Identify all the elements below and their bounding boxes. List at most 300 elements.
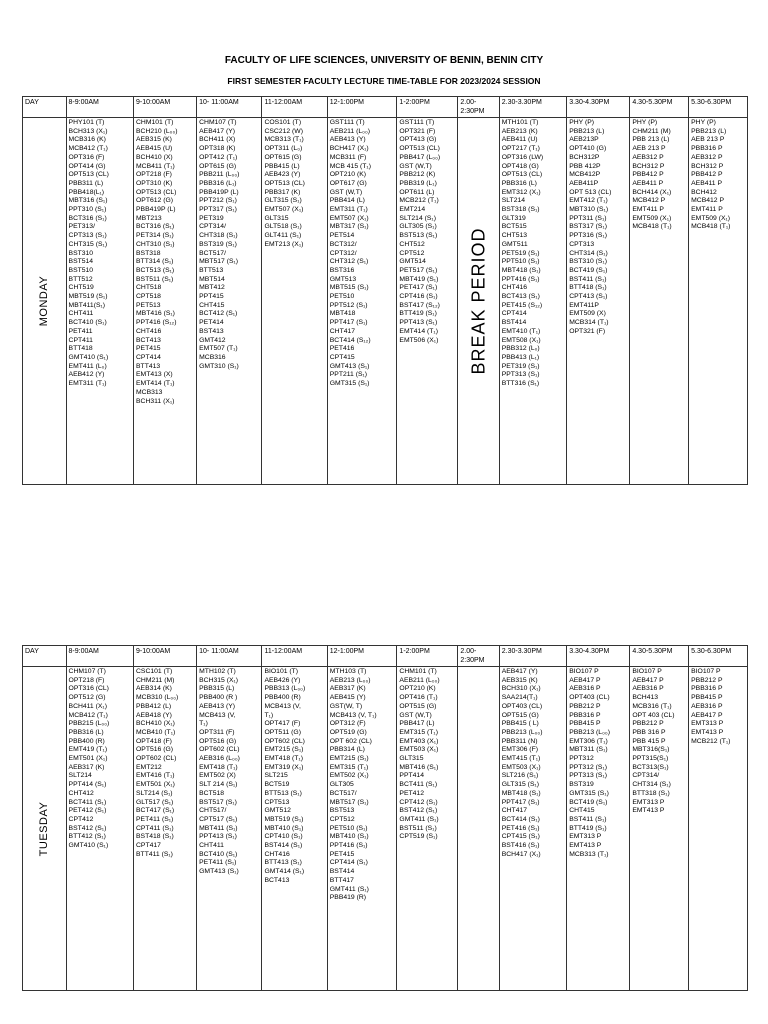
course-entry: CHT312 (S₁) (329, 258, 369, 266)
course-entry: EMT501 (X₁) (68, 755, 108, 763)
course-entry: CPT410 (S₁) (264, 833, 303, 841)
course-entry: AEB317 (K) (68, 763, 105, 771)
course-entry: EMT503 (X₁) (501, 763, 541, 771)
course-entry: OPT516 (G) (136, 746, 174, 754)
course-entry: CHT314 (S₁) (632, 781, 671, 789)
course-list (500, 667, 566, 860)
course-entry: PBB213 (L₀₀) (569, 728, 610, 736)
course-entry: EMT215 (S₁) (329, 755, 369, 763)
course-entry: BCT518 (199, 789, 225, 797)
course-list (567, 118, 629, 338)
course-entry: EMT313 P (632, 798, 665, 806)
course-entry: PBB211 (L₀₀) (199, 171, 240, 179)
course-entry: AEB316 P (691, 702, 723, 710)
course-entry: MCB412 (T₁) (68, 711, 108, 719)
course-entry: BCT312/ (329, 240, 357, 248)
course-entry: PPT312 (S₁) (569, 763, 608, 771)
course-entry: AEB426 (Y) (264, 676, 301, 684)
course-entry: BST319 (S₁) (199, 240, 237, 248)
course-entry: AEB315 (K) (501, 676, 538, 684)
course-entry: BCH414 (X₁) (632, 188, 672, 196)
course-entry: MCB313 (T₁) (569, 850, 609, 858)
course-entry: BST511 (S₁) (136, 275, 174, 283)
course-entry: AEB316 P (569, 685, 601, 693)
course-entry: OPT513 (CL) (68, 171, 109, 179)
course-entry: GST111 (T) (399, 119, 435, 126)
course-entry: AEB211 (L₀₀) (329, 127, 371, 135)
course-entry: AEB415 (Y) (329, 694, 366, 702)
course-entry: BST514 (68, 258, 94, 266)
course-entry: PET314 (S₁) (136, 232, 174, 240)
course-entry: MCB313 (136, 388, 163, 396)
course-entry: AEB 213 P (632, 145, 666, 153)
column-header: 12-1:00PM (327, 97, 397, 118)
course-entry: BST513 (329, 807, 355, 815)
course-entry: MCB 415 (T₁) (329, 162, 371, 170)
course-entry: CPT417 (136, 842, 161, 850)
course-entry: BST318 (136, 249, 161, 257)
slot-cell (262, 667, 327, 991)
course-entry: OPT412 (T₁) (199, 153, 238, 161)
break-period-cell (458, 667, 499, 991)
course-entry: MBT310 (S₁) (569, 206, 609, 214)
course-entry: BCT517/ (329, 789, 357, 797)
course-entry: EMT414 (T₁) (399, 327, 438, 335)
course-entry: PBB316 P (691, 145, 723, 153)
course-entry: MBT411 (S₁) (199, 824, 238, 832)
course-entry: CPT517 (S₁) (199, 815, 238, 823)
course-entry: BST417 (S₁₂) (399, 301, 440, 309)
course-entry: BTT412 (S₁) (68, 833, 106, 841)
course-entry: PET319 (S₁) (501, 362, 540, 370)
course-entry: PBB213 (L) (691, 127, 727, 135)
course-entry: BTT413 (S₁) (264, 859, 302, 867)
column-header: 1-2:00PM (397, 97, 458, 118)
course-entry: MCB413 (V, T₁) (329, 711, 377, 719)
course-entry: EMT213 (X₁) (264, 240, 304, 248)
course-entry: PET510 (S₁) (329, 824, 368, 832)
course-entry: CHT519 (68, 284, 94, 292)
course-entry: BIO107 P (632, 668, 662, 675)
course-entry: OPT321 (F) (399, 127, 436, 135)
course-entry: MCB311 (F) (329, 153, 367, 161)
course-entry: OPT316 (LW) (501, 153, 544, 161)
course-entry: BCT411 (S₁) (68, 798, 107, 806)
course-entry: AEB417 (Y) (199, 127, 236, 135)
course-list (630, 667, 688, 817)
course-entry: OPT515 (G) (501, 711, 539, 719)
course-entry: OPT602 (CL) (199, 746, 240, 754)
course-entry: CPT519 (S₁) (399, 833, 438, 841)
course-entry: PBB419P (L) (136, 206, 176, 214)
course-entry: BTT513 (S₁) (264, 789, 302, 797)
course-entry: BIO101 (T) (264, 668, 299, 675)
course-entry: AEB417 P (632, 676, 664, 684)
course-entry: BST316 (329, 266, 355, 274)
course-entry: PBB213 (L) (569, 127, 605, 135)
course-entry: PET412 (S₁) (68, 807, 107, 815)
course-list (500, 118, 566, 390)
course-entry: GLT517 (S₁) (136, 798, 174, 806)
course-entry: SLT214 (S₁) (136, 789, 173, 797)
course-entry: PBB 412P (569, 162, 601, 170)
course-entry: OPT410 (G) (569, 145, 607, 153)
course-entry: AEB213 (L₀₀) (329, 676, 371, 684)
course-entry: PPT311 (S₁) (569, 214, 607, 222)
course-entry: AEB211 (L₀₀) (399, 676, 440, 684)
course-entry: BCT419 (S₁) (569, 266, 608, 274)
column-header: 2.00- 2:30PM (458, 646, 499, 667)
course-entry: MCB418 (T₁) (632, 223, 672, 231)
course-entry: GMT513 (329, 275, 357, 283)
course-entry: EMT418 (T₁) (199, 763, 238, 771)
course-entry: MCB411 (T₁) (136, 162, 175, 170)
course-entry: MCB413 (V, (264, 702, 301, 710)
course-entry: PPT414 (S₁) (68, 781, 107, 789)
course-entry: BTT417 (329, 876, 354, 884)
course-entry: OPT611 (L) (399, 188, 435, 196)
course-entry: PBB212 P (569, 702, 601, 710)
course-list (134, 118, 196, 407)
course-entry: MCB412 (T₁) (68, 145, 108, 153)
tuesday-row (23, 667, 748, 991)
course-entry: AEB412 (Y) (68, 371, 105, 379)
course-entry: BTT318 (S₁) (632, 789, 670, 797)
course-entry: AEB213P (569, 136, 599, 144)
column-header: 12-1:00PM (327, 646, 397, 667)
course-entry: MBT419 (S₁) (399, 275, 439, 283)
course-entry: CPT518 (136, 293, 161, 301)
course-entry: PBB316 P (691, 685, 723, 693)
course-entry: PHY (P) (632, 119, 658, 126)
course-entry: BCT410 (S₁) (199, 850, 238, 858)
course-entry: PPT413 (S₁) (199, 833, 237, 841)
course-entry: MBT418 (329, 310, 356, 318)
course-entry: CHT512 (399, 240, 425, 248)
course-entry: GMT411 (S₁) (329, 885, 369, 893)
course-entry: MBT410 (S₁) (264, 824, 304, 832)
course-entry: PBB317 (K) (264, 188, 301, 196)
course-entry: OPT321 (F) (569, 327, 606, 335)
course-entry: EMT315 (T₁) (399, 728, 438, 736)
course-entry: OPT312 (F) (329, 720, 366, 728)
column-header: 9-10:00AM (134, 97, 197, 118)
course-list (262, 667, 326, 887)
column-header: 2.00- 2:30PM (458, 97, 499, 118)
course-entry: PET415 (136, 345, 161, 353)
course-entry: AEB417 (Y) (501, 668, 538, 675)
course-entry: CHM107 (T) (199, 119, 237, 126)
course-entry: GLT518 (S₁) (264, 223, 302, 231)
course-entry: PBB 415 P (632, 737, 666, 745)
course-entry: BCT414 (S₁₂) (329, 336, 371, 344)
column-header: 10- 11:00AM (197, 97, 262, 118)
course-entry: MCB418 (T₁) (691, 223, 731, 231)
course-entry: BST310 (S₁) (569, 258, 608, 266)
course-entry: PBB414 (L) (329, 197, 365, 205)
course-entry: CPT412 (S₁) (399, 798, 438, 806)
course-list (397, 118, 457, 346)
course-entry: CPT414 (501, 310, 527, 318)
course-entry: OPT617 (G) (329, 179, 367, 187)
course-entry: BTT413 (136, 362, 161, 370)
course-entry: OPT511 (G) (264, 728, 301, 736)
course-entry: EMT214 (399, 206, 426, 214)
course-entry: GMT410 (S₁) (68, 353, 109, 361)
course-entry: EMT315 (T₁) (329, 763, 369, 771)
course-entry: BCH411 (X₁) (68, 702, 107, 710)
course-entry: GMT413 (S₁) (199, 868, 239, 876)
course-entry: CPT512 (329, 815, 355, 823)
course-entry: OPT414 (G) (68, 162, 106, 170)
course-entry: PPT414 (399, 772, 424, 780)
course-entry: BST413 (199, 327, 224, 335)
course-entry: PBB419P (L) (199, 188, 239, 196)
course-entry: CPT413 (S₁) (569, 293, 608, 301)
day-label: MONDAY (38, 275, 51, 327)
course-entry: BCH412 (691, 188, 717, 196)
course-entry: CHM107 (T) (68, 668, 106, 675)
course-entry: MBT213 (136, 214, 162, 222)
course-entry: T₁) (264, 711, 274, 719)
course-entry: BST414 (501, 319, 527, 327)
course-entry: PET411 (68, 327, 93, 335)
course-entry: PBB311 (N) (501, 737, 538, 745)
course-entry: OPT615 (G) (264, 153, 302, 161)
course-entry: PBB311 (L) (68, 179, 104, 187)
column-header: 4.30-5.30PM (630, 97, 689, 118)
course-entry: OPT316 (CL) (68, 685, 109, 693)
course-entry: GMT514 (399, 258, 426, 266)
course-entry: GMT410 (S₁) (68, 842, 109, 850)
course-entry: MBT517 (S₁) (329, 798, 369, 806)
course-entry: MCB212 (T₁) (691, 737, 731, 745)
course-entry: MCB316 (199, 353, 226, 361)
course-entry: GST (W,T) (399, 162, 432, 170)
course-entry: PBB213 (L₀₀) (501, 728, 543, 736)
course-entry: GLT315 (S₁) (264, 197, 302, 205)
course-entry: PET319 (199, 214, 224, 222)
course-entry: OPT516 (G) (199, 737, 237, 745)
course-entry: OPT318 (K) (199, 145, 236, 153)
course-entry: BCT316 (S₁) (68, 214, 107, 222)
course-list (567, 667, 629, 860)
course-entry: OPT218 (F) (136, 171, 172, 179)
course-entry: MBT412 (199, 284, 225, 292)
course-entry: MCB316 (K) (68, 136, 106, 144)
course-entry: AEB413 (Y) (199, 702, 236, 710)
course-entry: GMT412 (199, 336, 226, 344)
course-entry: PBB 213 (L) (632, 136, 670, 144)
slot-cell (134, 667, 197, 991)
course-entry: MBT517 (S₁) (199, 258, 239, 266)
course-entry: GLT305 (329, 781, 354, 789)
course-entry: GLT315 (S₁) (501, 781, 540, 789)
course-entry: PBB419 (R) (329, 894, 367, 902)
course-entry: BST310 (68, 249, 94, 257)
course-entry: EMT508 (X₁) (501, 336, 541, 344)
course-entry: CPT314/ (199, 223, 226, 231)
course-entry: BCT513 (S₁) (136, 266, 175, 274)
column-header: 3.30-4.30PM (567, 646, 630, 667)
course-entry: CHT411 (68, 310, 94, 318)
course-entry: AEB317 (K) (329, 685, 366, 693)
course-entry: EMT215 (S₁) (264, 746, 304, 754)
course-entry: PBB418(L₁) (68, 188, 105, 196)
course-entry: AEB411P (569, 179, 599, 187)
course-entry: PBB413 (L₁) (501, 353, 540, 361)
course-entry: PPT417 (S₁) (329, 319, 368, 327)
course-entry: BCH417 (X₁) (501, 850, 541, 858)
course-entry: BCT519 (264, 781, 290, 789)
course-entry: CPT512 (399, 249, 425, 257)
column-header: 1-2:00PM (397, 646, 458, 667)
course-entry: EMT419 (T₁) (68, 746, 108, 754)
course-entry: BCT515 (501, 223, 527, 231)
tuesday-timetable (22, 645, 748, 991)
slot-cell (567, 118, 630, 485)
course-entry: CHT518 (136, 284, 162, 292)
course-entry: SLT 214 (S₁) (199, 781, 238, 789)
course-entry: BTT314 (S₁) (136, 258, 174, 266)
course-entry: CHT411 (199, 842, 224, 850)
course-entry: OPT513 (CL) (501, 171, 543, 179)
course-entry: BCT412 (S₁) (199, 310, 238, 318)
course-entry: MBT316(S₁) (632, 746, 670, 754)
column-header: 11-12:00AM (262, 97, 327, 118)
slot-cell (397, 118, 458, 485)
course-entry: CSC212 (W) (264, 127, 303, 135)
course-entry: BIO107 P (691, 668, 721, 675)
course-list (328, 667, 397, 904)
course-entry: MCB412 P (691, 197, 724, 205)
course-entry: OPT416 (T₁) (399, 694, 438, 702)
course-entry: MBT519 (S₁) (68, 293, 108, 301)
course-entry: BTT419 (S₁) (569, 824, 607, 832)
course-entry: EMT507 (X₁) (329, 214, 369, 222)
course-entry: PET416 (329, 345, 355, 353)
column-header: DAY (23, 97, 67, 118)
course-list (134, 667, 196, 860)
course-entry: OPT 602 (CL) (329, 737, 372, 745)
course-entry: BCT313(S₁) (632, 763, 669, 771)
column-header: 8-9:00AM (66, 97, 133, 118)
course-entry: EMT312 (X₁) (501, 188, 541, 196)
course-entry: SLT214 (68, 772, 92, 780)
course-entry: PET513 (136, 301, 161, 309)
course-entry: GMT315 (S₁) (569, 789, 609, 797)
day-label-cell (23, 667, 67, 991)
course-entry: PPT416 (S₁₂) (136, 319, 177, 327)
course-entry: PBB319 (L₁) (399, 179, 437, 187)
day-label: TUESDAY (38, 801, 51, 856)
course-entry: EMT413 P (632, 807, 665, 815)
course-entry: BCT414 (S₁) (501, 815, 540, 823)
course-entry: CHT415 (199, 301, 225, 309)
course-entry: PET414 (199, 319, 224, 327)
column-header: 2.30-3.30PM (499, 646, 566, 667)
course-entry: BST412 (S₁) (68, 824, 107, 832)
course-entry: BCH311 (X₁) (136, 397, 175, 405)
course-entry: EMT313 P (569, 833, 602, 841)
course-entry: BST412 (S₁) (399, 807, 438, 815)
course-entry: MTH102 (T) (199, 668, 236, 675)
course-entry: EMT413 P (569, 842, 602, 850)
course-entry: SLT216 (S₁) (501, 772, 539, 780)
course-entry: PPT313 (S₁) (569, 772, 608, 780)
course-entry: MCB410 (T₁) (136, 728, 176, 736)
course-entry: CHT318 (S₁) (199, 232, 238, 240)
course-entry: PBB316 (L) (501, 179, 537, 187)
page-title: FACULTY OF LIFE SCIENCES, UNIVERSITY OF BENIN, BENIN CITY (224, 55, 544, 66)
course-entry: AEB316 P (632, 685, 664, 693)
header-row (23, 646, 748, 667)
course-entry: BCH417 (X₁) (329, 145, 369, 153)
course-entry: OPT602 (CL) (136, 755, 177, 763)
monday-row (23, 118, 748, 485)
course-entry: BCH315 (X₁) (199, 676, 239, 684)
column-header: 2.30-3.30PM (499, 97, 566, 118)
course-entry: MBT418 (S₁) (501, 266, 541, 274)
course-entry: BCH312P (569, 153, 600, 161)
course-entry: MBT515 (S₁) (329, 284, 369, 292)
column-header: 9-10:00AM (134, 646, 197, 667)
course-entry: PET417 (S₁) (399, 284, 438, 292)
column-header: 5.30-6.30PM (689, 97, 748, 118)
course-entry: PPT316 (S₁) (569, 232, 608, 240)
course-entry: BCH313 (X₁) (68, 127, 108, 135)
course-entry: CPT312/ (329, 249, 357, 257)
course-list (262, 118, 326, 251)
course-entry: CPT513 (264, 798, 290, 806)
course-entry: OPT417 (F) (264, 720, 301, 728)
course-entry: CSC101 (T) (136, 668, 173, 675)
course-entry: BTT411 (S₁) (136, 850, 173, 858)
course-entry: PBB415 ( L) (501, 720, 539, 728)
break-period-label: BREAK PERIOD (468, 227, 489, 375)
course-entry: GST (W,T) (399, 711, 432, 719)
course-entry: CHT315 (S₁) (68, 240, 108, 248)
course-entry: T₁) (199, 720, 208, 728)
course-entry: GMT414 (S₁) (264, 868, 305, 876)
course-entry: OPT311 (F) (199, 728, 235, 736)
course-entry: EMT503 (X₁) (399, 746, 439, 754)
course-entry: EMT506 (X₁) (399, 336, 439, 344)
course-entry: BCT413 (S₁) (501, 293, 540, 301)
course-entry: AEB413 (Y) (329, 136, 366, 144)
course-entry: MBT317 (S₁) (329, 223, 369, 231)
course-entry: BCT517/ (199, 249, 226, 257)
slot-cell (327, 118, 397, 485)
course-entry: OPT311 (L₀) (264, 145, 303, 153)
course-entry: AEB411 P (632, 179, 664, 187)
course-entry: BCH413 (632, 694, 659, 702)
course-entry: PBB212 P (632, 720, 664, 728)
course-entry: EMT311 (T₁) (329, 206, 368, 214)
course-entry: BCT419 (S₁) (569, 798, 608, 806)
course-entry: BCH310 (X₁) (501, 685, 541, 693)
course-entry: MBT416 (S₁) (399, 763, 439, 771)
course-entry: PBB412 (L) (136, 702, 172, 710)
slot-cell (134, 118, 197, 485)
course-entry: BCH411 (X) (199, 136, 236, 144)
course-entry: AEB315 (K) (136, 136, 172, 144)
course-entry: CPT412 (68, 815, 94, 823)
course-entry: PBB312 (L₀) (501, 345, 540, 353)
course-entry: EMT313 P (691, 720, 724, 728)
course-entry: EMT311 (T₁) (68, 380, 107, 388)
course-entry: EMT411 (L₀) (68, 362, 107, 370)
